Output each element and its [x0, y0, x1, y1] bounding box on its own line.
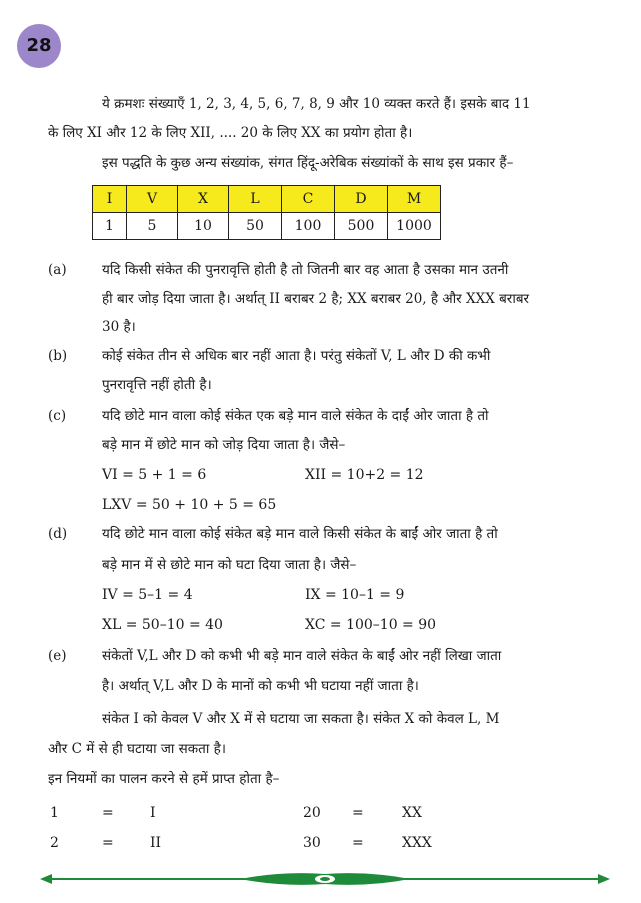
rule-c-example-3: LXV = 50 + 10 + 5 = 65 — [102, 497, 277, 513]
result-roman: I — [150, 805, 156, 821]
rule-e-line-2: है। अर्थात् V,L और D के मानों को कभी भी घटाया नहीं जाता है। — [102, 678, 419, 694]
page-number-badge: 28 — [17, 24, 61, 68]
table-cell: C — [282, 186, 335, 213]
table-cell: 1000 — [388, 213, 441, 240]
result-equals: = — [102, 805, 114, 821]
table-cell: 500 — [335, 213, 388, 240]
rule-d-example-2: IX = 10–1 = 9 — [305, 587, 405, 603]
note-line-1: संकेत I को केवल V और X में से घटाया जा सकता है। संकेत X को केवल L, M — [102, 711, 500, 727]
note-line-2: और C में से ही घटाया जा सकता है। — [48, 741, 226, 757]
rule-c-line-1: यदि छोटे मान वाला कोई संकेत एक बड़े मान वाले संकेत के दाईं ओर जाता है तो — [102, 408, 489, 424]
table-cell: M — [388, 186, 441, 213]
result-roman: XX — [402, 805, 422, 821]
table-cell: 1 — [93, 213, 127, 240]
table-cell: 100 — [282, 213, 335, 240]
roman-numeral-table — [92, 185, 441, 240]
rule-c-example-2: XII = 10+2 = 12 — [305, 467, 424, 483]
result-roman: II — [150, 835, 162, 851]
result-equals: = — [352, 805, 364, 821]
result-num: 20 — [303, 805, 321, 821]
rule-e-marker: (e) — [48, 648, 67, 664]
table-cell: 5 — [127, 213, 178, 240]
rule-d-example-3: XL = 50–10 = 40 — [102, 617, 223, 633]
result-num: 2 — [50, 835, 59, 851]
note-line-3: इन नियमों का पालन करने से हमें प्राप्त होता है– — [48, 771, 280, 787]
rule-b-marker: (b) — [48, 348, 68, 364]
rule-d-example-1: IV = 5–1 = 4 — [102, 587, 193, 603]
result-num: 30 — [303, 835, 321, 851]
rule-d-line-1: यदि छोटे मान वाला कोई संकेत बड़े मान वाले किसी संकेत के बाईं ओर जाता है तो — [102, 526, 498, 542]
intro-line-1: ये क्रमशः संख्याएँ 1, 2, 3, 4, 5, 6, 7, 8, 9 और 10 व्यक्त करते हैं। इसके बाद 11 — [102, 96, 531, 112]
rule-a-marker: (a) — [48, 262, 67, 278]
table-cell: X — [178, 186, 229, 213]
rule-b-line-2: पुनरावृत्ति नहीं होती है। — [102, 377, 212, 393]
footer-ornament-icon — [40, 868, 610, 890]
rule-b-line-1: कोई संकेत तीन से अधिक बार नहीं आता है। परंतु संकेतों V, L और D की कभी — [102, 348, 491, 364]
rule-c-line-2: बड़े मान में छोटे मान को जोड़ दिया जाता है। जैसे– — [102, 437, 346, 453]
rule-d-example-4: XC = 100–10 = 90 — [305, 617, 437, 633]
table-cell: D — [335, 186, 388, 213]
result-roman: XXX — [402, 835, 432, 851]
result-equals: = — [102, 835, 114, 851]
rule-d-line-2: बड़े मान में से छोटे मान को घटा दिया जाता है। जैसे– — [102, 557, 357, 573]
table-value-row — [93, 213, 441, 240]
rule-c-marker: (c) — [48, 408, 67, 424]
rule-a-line-3: 30 है। — [102, 319, 136, 335]
rule-d-marker: (d) — [48, 526, 68, 542]
rule-c-example-1: VI = 5 + 1 = 6 — [102, 467, 207, 483]
table-header-row — [93, 186, 441, 213]
intro-line-2: के लिए XI और 12 के लिए XII, .... 20 के लिए XX का प्रयोग होता है। — [48, 125, 413, 141]
rule-e-line-1: संकेतों V,L और D को कभी भी बड़े मान वाले संकेत के बाईं ओर नहीं लिखा जाता — [102, 648, 502, 664]
table-cell: L — [229, 186, 282, 213]
result-num: 1 — [50, 805, 59, 821]
table-cell: 10 — [178, 213, 229, 240]
rule-a-line-2: ही बार जोड़ दिया जाता है। अर्थात् II बराबर 2 है; XX बराबर 20, है और XXX बराबर — [102, 291, 530, 307]
table-cell: V — [127, 186, 178, 213]
table-cell: I — [93, 186, 127, 213]
intro-line-3: इस पद्धति के कुछ अन्य संख्यांक, संगत हिंदू-अरेबिक संख्यांकों के साथ इस प्रकार हैं– — [102, 155, 514, 171]
result-equals: = — [352, 835, 364, 851]
table-cell: 50 — [229, 213, 282, 240]
rule-a-line-1: यदि किसी संकेत की पुनरावृत्ति होती है तो जितनी बार वह आता है उसका मान उतनी — [102, 262, 509, 278]
